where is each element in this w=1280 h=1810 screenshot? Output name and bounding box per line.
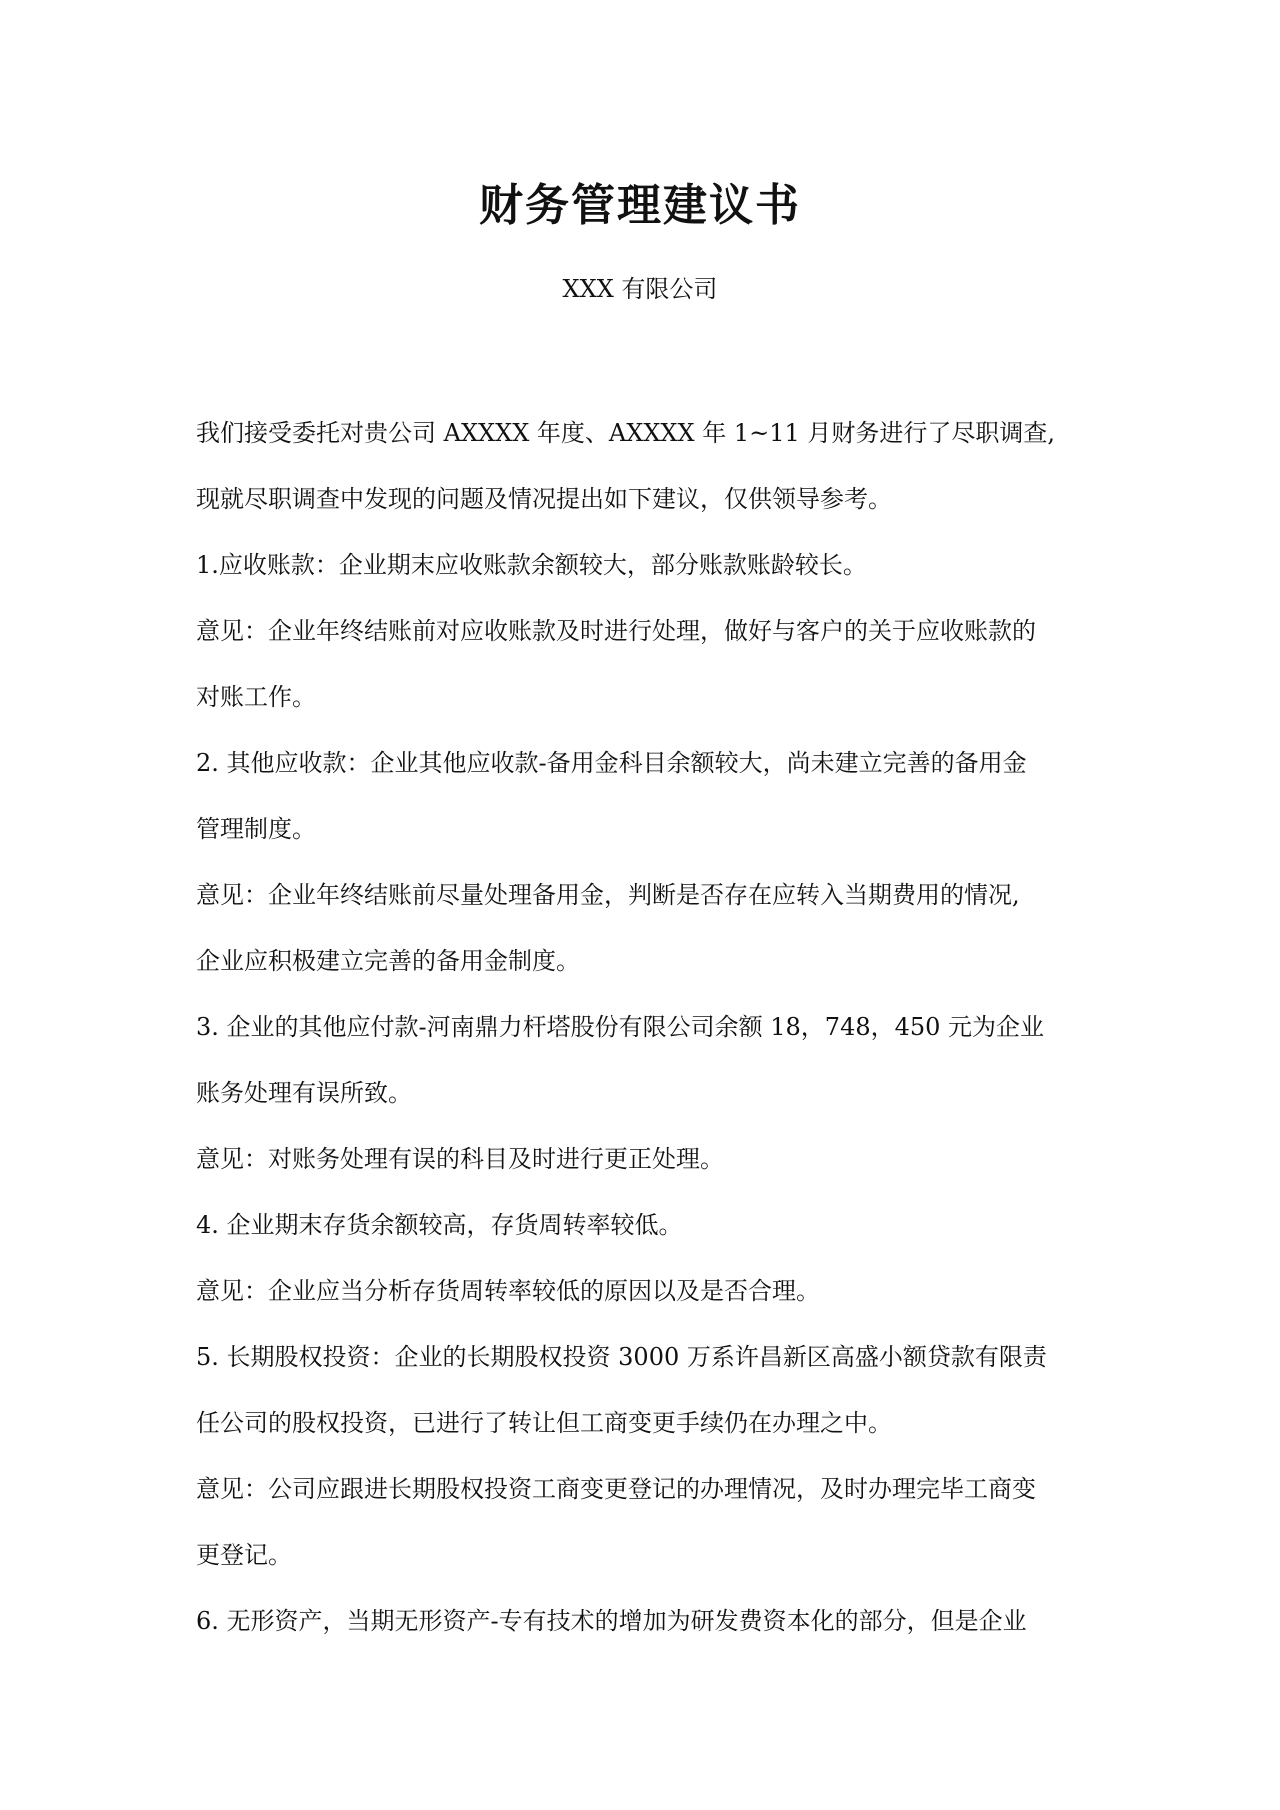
body-line: 4. 企业期末存货余额较高，存货周转率较低。 [196, 1211, 683, 1239]
body-line: 对账工作。 [196, 683, 316, 711]
body-line: 意见：企业年终结账前对应收账款及时进行处理，做好与客户的关于应收账款的 [196, 617, 1036, 645]
body-line: 1.应收账款：企业期末应收账款余额较大，部分账款账龄较长。 [196, 551, 867, 579]
body-line: 账务处理有误所致。 [196, 1079, 412, 1107]
body-line: 意见：企业年终结账前尽量处理备用金，判断是否存在应转入当期费用的情况, [196, 881, 1020, 909]
document-body [196, 400, 1096, 1654]
page-title: 财务管理建议书 [479, 180, 801, 231]
body-line: 管理制度。 [196, 815, 316, 843]
company-name: XXX 有限公司 [562, 275, 718, 303]
body-line: 现就尽职调查中发现的问题及情况提出如下建议，仅供领导参考。 [196, 485, 892, 513]
body-line: 5. 长期股权投资：企业的长期股权投资 3000 万系许昌新区高盛小额贷款有限责 [196, 1343, 1047, 1371]
body-line: 意见：公司应跟进长期股权投资工商变更登记的办理情况，及时办理完毕工商变 [196, 1475, 1036, 1503]
body-line: 6. 无形资产，当期无形资产-专有技术的增加为研发费资本化的部分，但是企业 [196, 1607, 1027, 1635]
body-line: 3. 企业的其他应付款-河南鼎力杆塔股份有限公司余额 18，748，450 元为企业 [196, 1013, 1045, 1041]
body-line: 2. 其他应收款：企业其他应收款-备用金科目余额较大，尚未建立完善的备用金 [196, 749, 1027, 777]
body-line: 我们接受委托对贵公司 AXXXX 年度、AXXXX 年 1~11 月财务进行了尽职调查, [196, 419, 1056, 447]
body-line: 任公司的股权投资，已进行了转让但工商变更手续仍在办理之中。 [196, 1409, 892, 1437]
body-line: 意见：企业应当分析存货周转率较低的原因以及是否合理。 [196, 1277, 820, 1305]
body-line: 企业应积极建立完善的备用金制度。 [196, 947, 580, 975]
body-line: 更登记。 [196, 1541, 292, 1569]
body-line: 意见：对账务处理有误的科目及时进行更正处理。 [196, 1145, 724, 1173]
